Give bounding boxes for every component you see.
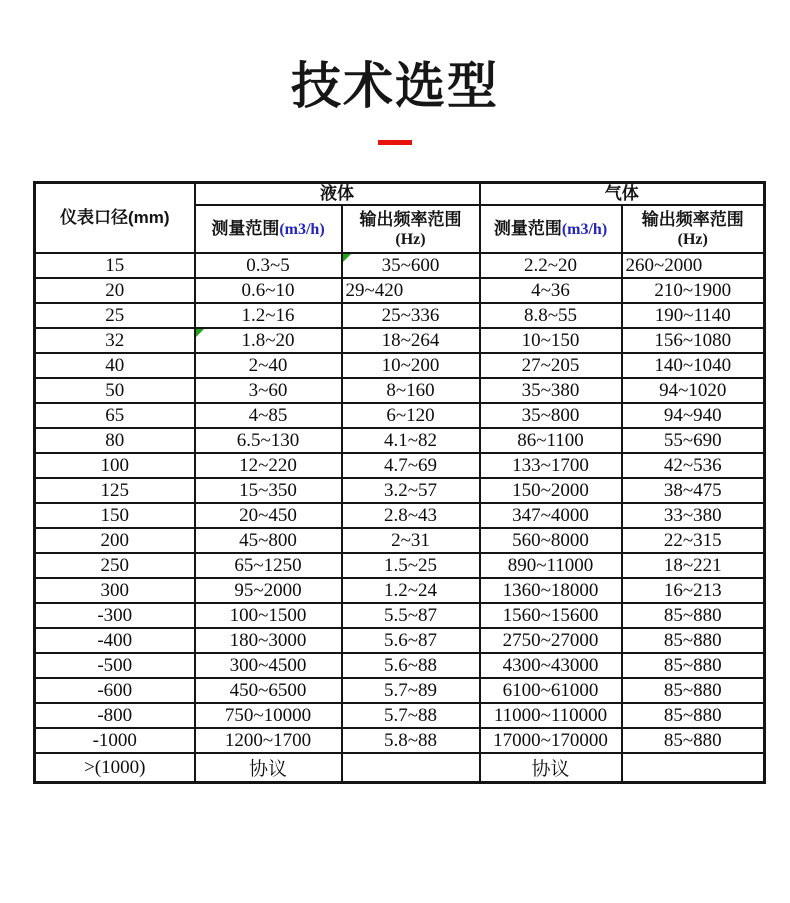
cell-liquid-freq: 5.8~88: [342, 728, 480, 753]
col-header-gas-freq-unit: (Hz): [677, 230, 708, 248]
cell-diameter: -600: [35, 678, 195, 703]
cell-liquid-freq: [342, 753, 480, 783]
cell-diameter: 15: [35, 253, 195, 278]
cell-gas-range: 347~4000: [480, 503, 622, 528]
cell-diameter: -500: [35, 653, 195, 678]
cell-gas-range: 2750~27000: [480, 628, 622, 653]
cell-liquid-freq: 5.6~87: [342, 628, 480, 653]
cell-gas-freq: 85~880: [622, 678, 765, 703]
cell-gas-freq: 140~1040: [622, 353, 765, 378]
table-row: [35, 753, 765, 783]
cell-gas-range: 2.2~20: [480, 253, 622, 278]
cell-gas-freq: 33~380: [622, 503, 765, 528]
cell-gas-range: 86~1100: [480, 428, 622, 453]
col-header-gas-range-label: 测量范围: [493, 219, 562, 238]
table-row: [35, 603, 765, 628]
col-header-liquid-range-unit: (m3/h): [279, 221, 325, 238]
table-row: [35, 628, 765, 653]
cell-liquid-range: 协议: [195, 753, 342, 783]
cell-diameter: 25: [35, 303, 195, 328]
table-row: [35, 653, 765, 678]
col-header-liquid-freq-label: 输出频率范围: [359, 209, 462, 229]
cell-diameter: 65: [35, 403, 195, 428]
cell-gas-freq: 94~940: [622, 403, 765, 428]
cell-liquid-freq: 6~120: [342, 403, 480, 428]
cell-liquid-range: 3~60: [195, 378, 342, 403]
cell-liquid-freq: 5.7~88: [342, 703, 480, 728]
cell-liquid-freq: 5.7~89: [342, 678, 480, 703]
cell-liquid-range: 300~4500: [195, 653, 342, 678]
cell-liquid-range: 2~40: [195, 353, 342, 378]
cell-liquid-freq: 4.1~82: [342, 428, 480, 453]
table-row: [35, 328, 765, 353]
table-row: [35, 478, 765, 503]
cell-liquid-range: 450~6500: [195, 678, 342, 703]
cell-diameter: -400: [35, 628, 195, 653]
cell-liquid-freq: 5.5~87: [342, 603, 480, 628]
cell-liquid-freq: 4.7~69: [342, 453, 480, 478]
cell-liquid-range: 100~1500: [195, 603, 342, 628]
cell-diameter: -1000: [35, 728, 195, 753]
cell-gas-freq: 156~1080: [622, 328, 765, 353]
cell-liquid-freq: 1.2~24: [342, 578, 480, 603]
cell-diameter: 300: [35, 578, 195, 603]
cell-gas-freq: 42~536: [622, 453, 765, 478]
cell-gas-freq: 260~2000: [622, 253, 765, 278]
table-row: [35, 553, 765, 578]
cell-diameter: -300: [35, 603, 195, 628]
col-header-liquid-freq: [342, 205, 480, 253]
cell-gas-range: 27~205: [480, 353, 622, 378]
cell-liquid-range: 1.8~20: [195, 328, 342, 353]
cell-gas-range: 6100~61000: [480, 678, 622, 703]
cell-liquid-range: 180~3000: [195, 628, 342, 653]
cell-gas-range: 1560~15600: [480, 603, 622, 628]
col-header-diameter: 仪表口径(mm): [35, 183, 195, 254]
cell-diameter: 32: [35, 328, 195, 353]
cell-liquid-freq: 3.2~57: [342, 478, 480, 503]
cell-diameter: >(1000): [35, 753, 195, 783]
cell-liquid-freq: 5.6~88: [342, 653, 480, 678]
cell-liquid-range: 65~1250: [195, 553, 342, 578]
cell-gas-freq: 85~880: [622, 628, 765, 653]
cell-gas-freq: 55~690: [622, 428, 765, 453]
col-header-gas-range-unit: (m3/h): [561, 221, 608, 238]
cell-liquid-freq: 18~264: [342, 328, 480, 353]
cell-gas-range: 35~380: [480, 378, 622, 403]
title-underline-accent: [378, 140, 412, 145]
cell-gas-freq: 85~880: [622, 653, 765, 678]
cell-gas-freq: 94~1020: [622, 378, 765, 403]
cell-gas-range: 1360~18000: [480, 578, 622, 603]
table-row: [35, 253, 765, 278]
cell-gas-range: 10~150: [480, 328, 622, 353]
cell-liquid-freq: 1.5~25: [342, 553, 480, 578]
cell-gas-freq: 22~315: [622, 528, 765, 553]
cell-gas-range: 35~800: [480, 403, 622, 428]
cell-gas-range: 133~1700: [480, 453, 622, 478]
table-row: [35, 303, 765, 328]
table-row: [35, 528, 765, 553]
group-header-gas: 气体: [480, 183, 765, 206]
cell-liquid-freq: 29~420: [342, 278, 480, 303]
cell-diameter: 250: [35, 553, 195, 578]
table-row: [35, 453, 765, 478]
cell-liquid-range: 750~10000: [195, 703, 342, 728]
col-header-gas-freq-label: 输出频率范围: [641, 209, 744, 229]
cell-gas-freq: 210~1900: [622, 278, 765, 303]
spec-table-body: [35, 253, 765, 783]
cell-gas-range: 8.8~55: [480, 303, 622, 328]
cell-liquid-freq: 35~600: [342, 253, 480, 278]
cell-liquid-range: 0.6~10: [195, 278, 342, 303]
cell-gas-range: 协议: [480, 753, 622, 783]
table-row: [35, 503, 765, 528]
table-row: [35, 678, 765, 703]
cell-gas-freq: 190~1140: [622, 303, 765, 328]
cell-diameter: 200: [35, 528, 195, 553]
cell-gas-range: 4~36: [480, 278, 622, 303]
cell-liquid-range: 45~800: [195, 528, 342, 553]
table-row: [35, 703, 765, 728]
cell-liquid-range: 0.3~5: [195, 253, 342, 278]
col-header-liquid-range: [195, 205, 342, 253]
cell-gas-range: 560~8000: [480, 528, 622, 553]
cell-gas-freq: [622, 753, 765, 783]
error-marker-triangle-icon: [343, 254, 351, 262]
error-marker-triangle-icon: [196, 329, 204, 337]
cell-diameter: -800: [35, 703, 195, 728]
cell-liquid-range: 12~220: [195, 453, 342, 478]
cell-liquid-range: 15~350: [195, 478, 342, 503]
table-row: [35, 353, 765, 378]
cell-liquid-range: 95~2000: [195, 578, 342, 603]
col-header-gas-freq: [622, 205, 765, 253]
col-header-gas-range: [480, 205, 622, 253]
cell-gas-freq: 85~880: [622, 603, 765, 628]
cell-diameter: 20: [35, 278, 195, 303]
cell-diameter: 80: [35, 428, 195, 453]
cell-liquid-freq: 2~31: [342, 528, 480, 553]
cell-liquid-range: 1200~1700: [195, 728, 342, 753]
spec-table: [33, 181, 766, 784]
cell-liquid-freq: 10~200: [342, 353, 480, 378]
table-row: [35, 728, 765, 753]
cell-gas-range: 11000~110000: [480, 703, 622, 728]
cell-diameter: 150: [35, 503, 195, 528]
cell-gas-range: 890~11000: [480, 553, 622, 578]
table-row: [35, 578, 765, 603]
cell-liquid-freq: 8~160: [342, 378, 480, 403]
cell-gas-freq: 38~475: [622, 478, 765, 503]
col-header-liquid-range-label: 测量范围: [211, 219, 280, 238]
cell-diameter: 40: [35, 353, 195, 378]
cell-liquid-range: 6.5~130: [195, 428, 342, 453]
cell-diameter: 100: [35, 453, 195, 478]
cell-gas-freq: 85~880: [622, 728, 765, 753]
table-row: [35, 278, 765, 303]
cell-gas-range: 150~2000: [480, 478, 622, 503]
cell-gas-range: 4300~43000: [480, 653, 622, 678]
cell-gas-range: 17000~170000: [480, 728, 622, 753]
cell-gas-freq: 85~880: [622, 703, 765, 728]
cell-liquid-range: 1.2~16: [195, 303, 342, 328]
cell-liquid-freq: 25~336: [342, 303, 480, 328]
page-title: 技术选型: [291, 58, 499, 114]
group-header-liquid: 液体: [195, 183, 480, 206]
table-row: [35, 428, 765, 453]
col-header-liquid-freq-unit: (Hz): [395, 230, 426, 248]
cell-gas-freq: 16~213: [622, 578, 765, 603]
table-row: [35, 403, 765, 428]
cell-liquid-freq: 2.8~43: [342, 503, 480, 528]
cell-diameter: 50: [35, 378, 195, 403]
cell-liquid-range: 20~450: [195, 503, 342, 528]
header-group-row: [35, 183, 765, 206]
table-row: [35, 378, 765, 403]
cell-liquid-range: 4~85: [195, 403, 342, 428]
cell-gas-freq: 18~221: [622, 553, 765, 578]
cell-diameter: 125: [35, 478, 195, 503]
